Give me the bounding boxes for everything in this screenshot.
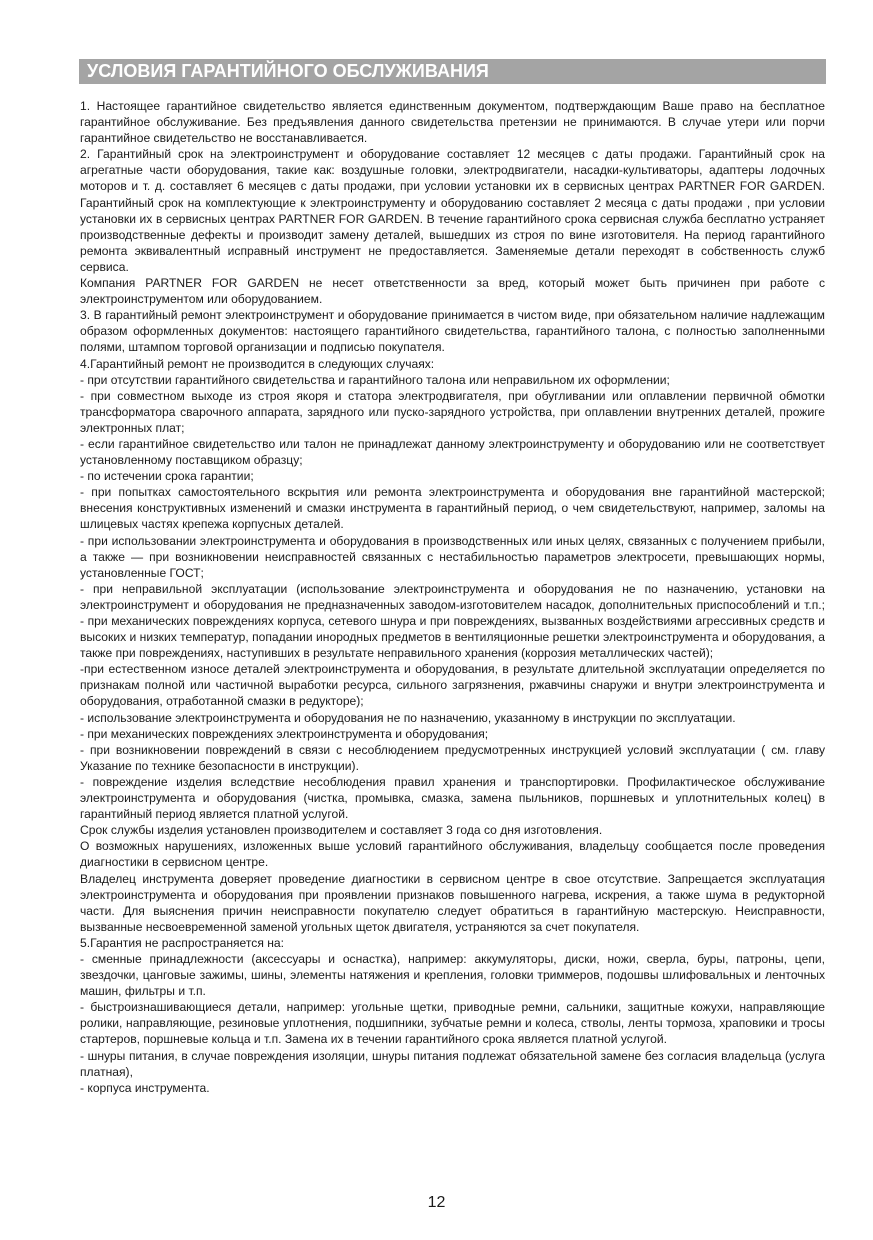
paragraph-7: - при совместном выходе из строя якоря и статора электродвигателя, при обугливании или оплавлении первичной обмотки трансформатора сварочного аппарата, зарядного или пуско-зарядного устройства, при оплавлении внутренних деталей, прожиге электронных плат; bbox=[80, 388, 825, 435]
paragraph-6: - при отсутствии гарантийного свидетельства и гарантийного талона или неправильном их оформлении; bbox=[80, 372, 670, 387]
paragraph-25: - корпуса инструмента. bbox=[80, 1080, 210, 1095]
paragraph-13: -при естественном износе деталей электроинструмента и оборудования, в результате длительной эксплуатации определяется по признакам полной или частичной выработки ресурса, сильного загрязнения, ржавчины снаружи и внутри электроинструмента и оборудования, отработанной смазки в редукторе); bbox=[80, 662, 825, 709]
paragraph-18: Срок службы изделия установлен производителем и составляет 3 года со дня изготовления. bbox=[80, 823, 603, 838]
paragraph-10: - при попытках самостоятельного вскрытия или ремонта электроинструмента и оборудования вне гарантийной мастерской; внесения конструктивных изменений и смазки инструмента в гарантийный период, о чем свидетельствуют, например, заломы на шлицевых частях крепежа корпусных деталей. bbox=[80, 485, 825, 532]
paragraph-11: - при использовании электроинструмента и оборудования в производственных или иных целях, связанных с получением прибыли, а также — при возникновении неисправностей связанных с нестабильностью параметров электросети, превышающих нормы, установленные ГОСТ; bbox=[80, 533, 825, 580]
paragraph-23: - быстроизнашивающиеся детали, например: угольные щетки, приводные ремни, сальники, защитные кожухи, направляющие ролики, направляющие, резиновые уплотнения, подшипники, зубчатые ремни и колеса, стволы, ленты тормоза, храповики и тросы стартеров, поршневые кольца и т.п. Замена их в течении гарантийного срока является платной услугой. bbox=[80, 1000, 825, 1047]
paragraph-16: - при возникновении повреждений в связи с несоблюдением предусмотренных инструкцией условий эксплуатации ( см. главу Указание по технике безопасности в инструкции). bbox=[80, 742, 825, 773]
paragraph-21: 5.Гарантия не распространяется на: bbox=[80, 935, 284, 950]
section-title: УСЛОВИЯ ГАРАНТИЙНОГО ОБСЛУЖИВАНИЯ bbox=[87, 61, 489, 81]
paragraph-20: Владелец инструмента доверяет проведение диагностики в сервисном центре в свое отсутствие. Запрещается эксплуатация электроинструмента и оборудования при проявлении признаков повышенного нагрева, искрения, а также шума в редукторной части. Для выяснения причин неисправности покупателю следует обратиться в гарантийную мастерскую. Неисправности, вызванные несвоевременной заменой угольных щеток двигателя, устраняются за счет покупателя. bbox=[80, 871, 825, 934]
section-title-bar bbox=[79, 59, 826, 84]
paragraph-15: - при механических повреждениях электроинструмента и оборудования; bbox=[80, 726, 489, 741]
paragraph-17: - повреждение изделия вследствие несоблюдения правил хранения и транспортировки. Профилактическое обслуживание электроинструмента и оборудования (чистка, промывка, смазка, замена пыльников, поршневых и уплотнительных колец) в гарантийный период является платной услугой. bbox=[80, 774, 825, 822]
paragraph-5: 4.Гарантийный ремонт не производится в следующих случаях: bbox=[80, 356, 435, 371]
paragraph-8: - если гарантийное свидетельство или талон не принадлежат данному электроинструменту и оборудованию или не соответствует установленному поставщиком образцу; bbox=[80, 436, 825, 468]
paragraph-1: 1. Настоящее гарантийное свидетельство является единственным документом, подтверждающим Ваше право на бесплатное гарантийное обслуживание. Без предъявления данного свидетельства претензии не принимаются. В случае утери или порчи гарантийное свидетельство не восстанавливается. bbox=[80, 99, 825, 146]
paragraph-3: Компания PARTNER FOR GARDEN не несет ответственности за вред, который может быть причинен при работе с электроинструментом или оборудованием. bbox=[80, 276, 825, 307]
paragraph-12: - при неправильной эксплуатации (использование электроинструмента и оборудования не по назначению, установки на электроинструмент и оборудования не предназначенных заводом-изготовителем насадок, дополнительных приспособлений и т.п.; - при механических повреждениях корпуса, сетевого шнура и при повреждениях, вызванных воздействиями агрессивных средств и высоких и низких температур, попадании инородных предметов в вентиляционные решетки электроинструмента и оборудования, а также при повреждениях, наступивших в результате неправильного хранения (коррозия металлических частей); bbox=[80, 581, 825, 661]
paragraph-24: - шнуры питания, в случае повреждения изоляции, шнуры питания подлежат обязательной замене без согласия владельца (услуга платная), bbox=[80, 1048, 825, 1079]
warranty-conditions-text bbox=[80, 98, 825, 1096]
paragraph-9: - по истечении срока гарантии; bbox=[80, 469, 254, 484]
paragraph-19: О возможных нарушениях, изложенных выше условий гарантийного обслуживания, владельцу сообщается после проведения диагностики в сервисном центре. bbox=[80, 839, 825, 870]
paragraph-22: - сменные принадлежности (аксессуары и оснастка), например: аккумуляторы, диски, ножи, сверла, буры, патроны, цепи, звездочки, цанговые зажимы, шины, элементы натяжения и крепления, головки триммеров, подошвы шлифовальных и ленточных машин, фильтры и т.п. bbox=[80, 951, 825, 999]
paragraph-4: 3. В гарантийный ремонт электроинструмент и оборудование принимается в чистом виде, при обязательном наличие надлежащим образом оформленных документов: настоящего гарантийного свидетельства, гарантийного талона, с полностью заполненными полями, штампом торговой организации и подписью покупателя. bbox=[80, 308, 825, 355]
paragraph-2: 2. Гарантийный срок на электроинструмент и оборудование составляет 12 месяцев с даты продажи. Гарантийный срок на агрегатные части оборудования, такие как: воздушные головки, электродвигатели, насадки-культиваторы, адаптеры лодочных моторов и т. д. составляет 6 месяцев с даты продажи, при условии установки их в сервисных центрах PARTNER FOR GARDEN. Гарантийный срок на комплектующие к электроинструменту и оборудованию составляет 2 месяца с даты продажи , при условии установки их в сервисных центрах PARTNER FOR GARDEN. В течение гарантийного срока сервисная служба бесплатно устраняет производственные дефекты и производит замену деталей, вышедших из строя по вине изготовителя. На период гарантийного ремонта эквивалентный исправный инструмент не предоставляется. Заменяемые детали переходят в собственность служб сервиса. bbox=[80, 147, 825, 274]
page-number: 12 bbox=[427, 1194, 446, 1211]
paragraph-14: - использование электроинструмента и оборудования не по назначению, указанному в инструкции по эксплуатации. bbox=[80, 710, 736, 725]
